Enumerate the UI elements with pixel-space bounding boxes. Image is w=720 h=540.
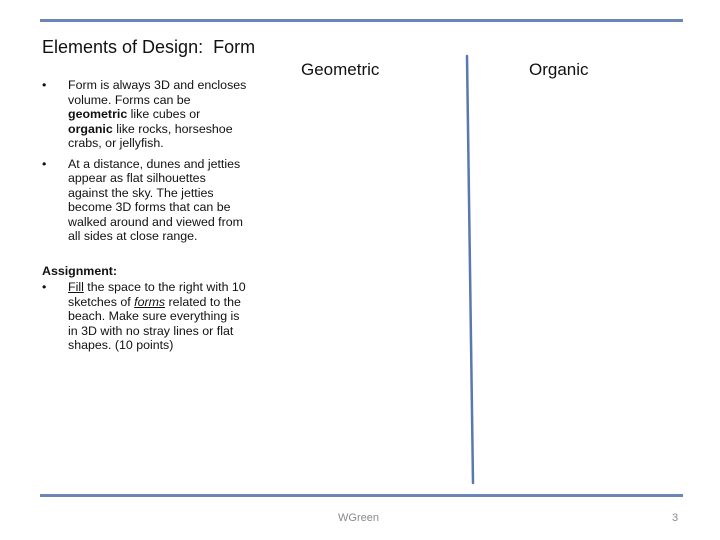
- column-heading-geometric: Geometric: [301, 60, 380, 79]
- column-heading-organic: Organic: [529, 60, 589, 79]
- slide-title: Elements of Design: Form: [42, 37, 256, 57]
- divider-line: [467, 56, 473, 483]
- text-run: At a distance, dunes and jetties appear as flat silhouettes against the sky. The jetties become 3D forms that can be walked around and viewed from all sides at close range.: [68, 156, 243, 243]
- footer-author: WGreen: [338, 512, 379, 524]
- text-run: geometric: [68, 107, 128, 121]
- bullet-marker: •: [42, 156, 47, 171]
- text-run: related to the beach. Make sure everything is in 3D with no stray lines or flat shapes. (10 points): [68, 294, 241, 352]
- text-run: Fill: [68, 280, 84, 294]
- text-run: forms: [134, 294, 166, 309]
- bullet-marker: •: [42, 78, 47, 92]
- text-run: organic: [68, 121, 113, 136]
- page-number: 3: [672, 512, 679, 524]
- text-run: Form is always 3D and encloses volume. Forms can be: [68, 78, 247, 107]
- bottom-rule: [40, 494, 683, 497]
- assignment-heading: Assignment:: [42, 263, 118, 278]
- text-run: the space to the right with 10 sketches of: [68, 280, 246, 309]
- bullet-marker: •: [42, 280, 47, 294]
- text-run: like rocks, horseshoe crabs, or jellyfish.: [68, 121, 233, 150]
- text-run: like cubes or: [127, 107, 201, 121]
